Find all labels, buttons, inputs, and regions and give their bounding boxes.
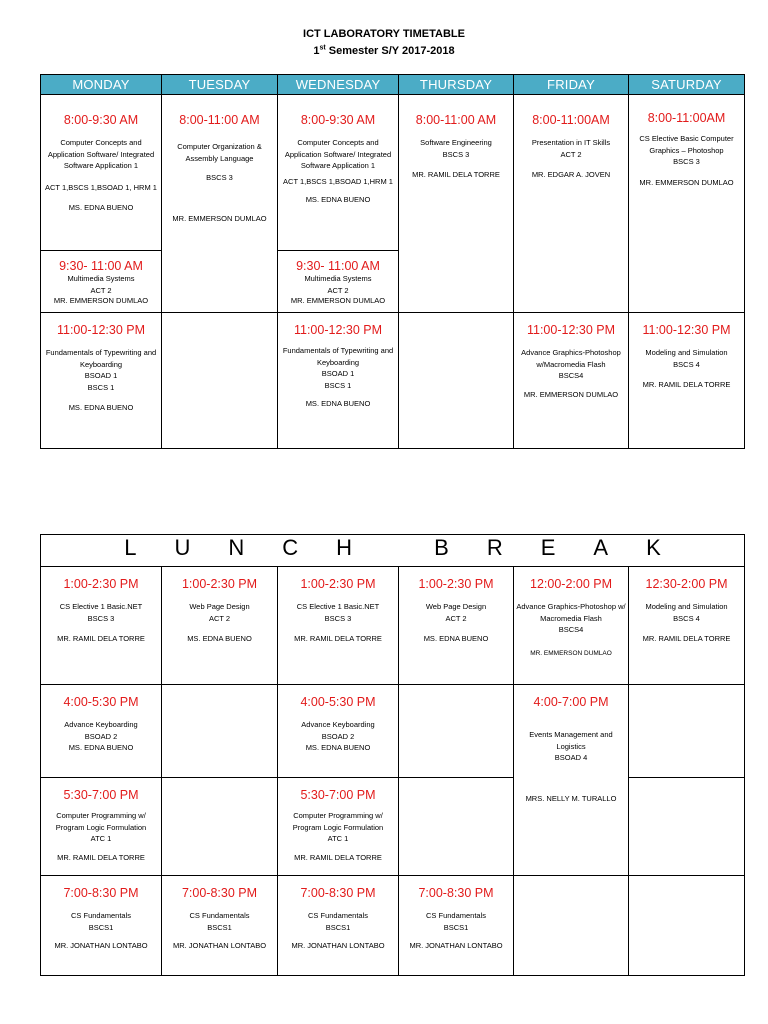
empty-cell	[162, 313, 278, 449]
class-subject: Advance Keyboarding	[301, 720, 375, 729]
class-cell	[514, 95, 629, 313]
class-cell	[278, 313, 399, 449]
class-teacher: MR. EMMERSON DUMLAO	[290, 296, 386, 305]
class-cell	[278, 567, 399, 685]
class-section: BSCS1	[207, 922, 232, 932]
class-section: BSCS4	[558, 625, 584, 634]
class-section: BSOAD 1	[321, 369, 355, 378]
class-subject: Advance Graphics-Photoshop w/ Macromedia Flash	[516, 602, 626, 623]
class-subject: CS Elective Basic Computer Graphics – Photoshop	[639, 134, 734, 155]
class-cell	[278, 778, 399, 876]
page-title: ICT LABORATORY TIMETABLE	[303, 28, 465, 40]
class-teacher: MR. RAMIL DELA TORRE	[412, 170, 500, 179]
class-section: ACT 1,BSCS 1,BSOAD 1,HRM 1	[283, 176, 393, 186]
class-section: BSCS 4	[673, 359, 700, 369]
class-subject: Computer Programming w/ Program Logic Formulation	[55, 811, 147, 832]
class-section: BSCS 3	[442, 149, 470, 159]
class-section-2: BSCS 1	[324, 380, 352, 390]
class-section: ACT 2	[90, 285, 112, 295]
class-teacher: MR. RAMIL DELA TORRE	[294, 852, 382, 862]
class-time: 9:30- 11:00 AM	[296, 259, 380, 273]
class-time: 11:00-12:30 PM	[642, 323, 731, 337]
class-time: 1:00-2:30 PM	[63, 577, 139, 591]
class-subject: Modeling and Simulation	[645, 602, 728, 611]
class-section: BSOAD 2	[84, 731, 118, 741]
class-time: 1:00-2:30 PM	[418, 577, 494, 591]
class-section: BSOAD 2	[321, 731, 355, 741]
class-cell	[41, 567, 162, 685]
class-section: BSCS 4	[673, 613, 700, 623]
class-cell	[41, 251, 162, 313]
class-cell	[629, 95, 745, 313]
class-subject: Computer Organization & Assembly Language	[177, 142, 262, 163]
semester-subtitle: 1st Semester S/Y 2017-2018	[313, 44, 455, 57]
class-teacher: MR. JONATHAN LONTABO	[54, 941, 148, 950]
class-teacher: MR. JONATHAN LONTABO	[291, 941, 385, 950]
class-subject: Web Page Design	[425, 602, 487, 611]
class-time: 4:00-7:00 PM	[533, 695, 609, 709]
class-time: 5:30-7:00 PM	[63, 788, 139, 802]
class-subject: CS Fundamentals	[189, 911, 250, 920]
empty-cell	[399, 778, 514, 876]
empty-cell	[162, 778, 278, 876]
class-cell	[514, 567, 629, 685]
class-section: ACT 2	[208, 613, 231, 623]
empty-cell	[629, 778, 745, 876]
class-teacher: MR. EMMERSON DUMLAO	[53, 296, 149, 305]
class-time: 11:00-12:30 PM	[56, 323, 146, 337]
class-section: ACT 2	[327, 285, 349, 295]
class-cell	[162, 567, 278, 685]
lunch-break-row	[41, 535, 745, 567]
class-time: 7:00-8:30 PM	[418, 886, 494, 900]
class-cell	[399, 876, 514, 976]
class-section: BSCS 3	[324, 613, 352, 623]
class-subject: Events Management and Logistics	[529, 730, 613, 751]
class-cell	[514, 685, 629, 876]
class-time: 9:30- 11:00 AM	[59, 259, 143, 273]
day-header-tuesday: TUESDAY	[162, 75, 278, 95]
class-subject: CS Elective 1 Basic.NET	[59, 602, 143, 611]
class-section: ACT 1,BSCS 1,BSOAD 1, HRM 1	[45, 182, 157, 192]
class-teacher: MR. EDGAR A. JOVEN	[531, 170, 611, 179]
lunch-break-label: LUNCH BREAK	[41, 535, 745, 567]
class-section: ATC 1	[90, 834, 112, 843]
class-time: 7:00-8:30 PM	[63, 886, 139, 900]
class-cell	[41, 95, 162, 251]
class-time: 11:00-12:30 PM	[293, 323, 383, 337]
class-cell	[41, 313, 162, 449]
class-teacher: MR. RAMIL DELA TORRE	[642, 380, 731, 389]
class-subject: Computer Programming w/ Program Logic Formulation	[292, 811, 384, 832]
empty-cell	[162, 685, 278, 778]
class-cell	[278, 251, 399, 313]
class-time: 8:00-9:30 AM	[300, 113, 376, 127]
class-teacher: MR. EMMERSON DUMLAO	[172, 213, 267, 223]
class-time: 5:30-7:00 PM	[300, 788, 376, 802]
class-subject: Presentation in IT Skills	[531, 138, 611, 147]
class-teacher: MR. EMMERSON DUMLAO	[639, 177, 734, 187]
morning-timetable	[40, 74, 745, 449]
class-time: 4:00-5:30 PM	[63, 695, 139, 709]
class-teacher: MR. RAMIL DELA TORRE	[294, 634, 382, 643]
class-subject: Modeling and Simulation	[645, 348, 728, 357]
empty-cell	[514, 876, 629, 976]
day-header-thursday: THURSDAY	[399, 75, 514, 95]
class-cell	[629, 313, 745, 449]
class-cell	[162, 95, 278, 313]
class-cell	[41, 876, 162, 976]
class-teacher: MS. EDNA BUENO	[68, 203, 134, 212]
class-teacher: MR. RAMIL DELA TORRE	[642, 634, 731, 643]
class-section-2: BSCS 1	[87, 382, 115, 392]
class-section: BSCS 3	[673, 157, 700, 166]
class-time: 12:00-2:00 PM	[530, 577, 612, 591]
class-subject: Multimedia Systems	[304, 274, 372, 283]
class-subject: CS Fundamentals	[70, 911, 132, 920]
class-time: 1:00-2:30 PM	[181, 577, 258, 591]
class-section: BSCS1	[88, 922, 114, 932]
class-teacher: MR. RAMIL DELA TORRE	[57, 634, 145, 643]
class-cell	[278, 95, 399, 251]
class-time: 8:00-11:00AM	[647, 111, 726, 125]
day-header-friday: FRIDAY	[514, 75, 629, 95]
class-subject: Fundamentals of Typewriting and Keyboarding	[282, 346, 394, 367]
class-teacher: MRS. NELLY M. TURALLO	[525, 793, 617, 803]
class-time: 7:00-8:30 PM	[181, 886, 258, 900]
class-section: BSOAD 1	[84, 371, 118, 380]
class-subject: Computer Concepts and Application Software/ Integrated Software Application 1	[284, 138, 392, 170]
class-cell	[278, 685, 399, 778]
class-section: BSCS 3	[87, 613, 115, 623]
class-teacher: MR. EMMERSON DUMLAO	[530, 649, 612, 657]
class-section: ATC 1	[327, 834, 349, 843]
class-time: 8:00-11:00AM	[532, 113, 610, 127]
class-cell	[629, 567, 745, 685]
class-cell	[278, 876, 399, 976]
class-section: ACT 2	[445, 613, 467, 623]
class-subject: Advance Graphics-Photoshop w/Macromedia Flash	[521, 348, 621, 369]
class-cell	[399, 95, 514, 313]
class-teacher: MR. RAMIL DELA TORRE	[57, 852, 145, 862]
class-time: 11:00-12:30 PM	[526, 323, 616, 337]
class-subject: Software Engineering	[420, 138, 492, 147]
empty-cell	[399, 685, 514, 778]
class-subject: CS Elective 1 Basic.NET	[296, 602, 380, 611]
afternoon-timetable	[40, 534, 745, 976]
class-cell	[514, 313, 629, 449]
class-section: BSCS 3	[206, 173, 233, 182]
class-time: 4:00-5:30 PM	[300, 695, 376, 709]
class-subject: Computer Concepts and Application Software/ Integrated Software Application 1	[47, 138, 155, 170]
class-teacher: MS. EDNA BUENO	[305, 399, 371, 408]
class-time: 1:00-2:30 PM	[300, 577, 376, 591]
class-teacher: MR. EMMERSON DUMLAO	[523, 389, 619, 399]
class-section: BSOAD 4	[554, 753, 588, 762]
class-teacher: MS. EDNA BUENO	[305, 195, 371, 204]
class-subject: Multimedia Systems	[67, 274, 135, 283]
class-cell	[399, 567, 514, 685]
class-teacher: MS. EDNA BUENO	[423, 634, 489, 643]
class-time: 7:00-8:30 PM	[300, 886, 376, 900]
class-section: BSCS1	[325, 922, 351, 932]
class-cell	[41, 778, 162, 876]
empty-cell	[399, 313, 514, 449]
class-section: BSCS1	[443, 922, 469, 932]
class-section: ACT 2	[560, 149, 582, 159]
class-subject: CS Fundamentals	[307, 911, 369, 920]
empty-cell	[629, 876, 745, 976]
class-teacher: MS. EDNA BUENO	[305, 743, 371, 752]
class-teacher: MS. EDNA BUENO	[187, 634, 252, 643]
class-cell	[162, 876, 278, 976]
class-subject: Advance Keyboarding	[64, 720, 138, 729]
class-subject: CS Fundamentals	[425, 911, 487, 920]
day-header-monday: MONDAY	[41, 75, 162, 95]
class-time: 8:00-11:00 AM	[415, 113, 497, 127]
class-teacher: MS. EDNA BUENO	[68, 743, 134, 752]
class-teacher: MR. JONATHAN LONTABO	[172, 941, 267, 950]
class-subject: Web Page Design	[189, 602, 250, 611]
empty-cell	[629, 685, 745, 778]
day-header-saturday: SATURDAY	[629, 75, 745, 95]
class-section: BSCS4	[558, 371, 584, 380]
class-time: 8:00-11:00 AM	[179, 113, 260, 127]
class-cell	[41, 685, 162, 778]
day-header-row	[41, 75, 745, 95]
class-teacher: MS. EDNA BUENO	[68, 403, 134, 412]
class-time: 8:00-9:30 AM	[63, 113, 139, 127]
class-teacher: MR. JONATHAN LONTABO	[409, 941, 503, 950]
class-time: 12:30-2:00 PM	[645, 577, 728, 591]
class-subject: Fundamentals of Typewriting and Keyboarding	[45, 348, 157, 369]
day-header-wednesday: WEDNESDAY	[278, 75, 399, 95]
